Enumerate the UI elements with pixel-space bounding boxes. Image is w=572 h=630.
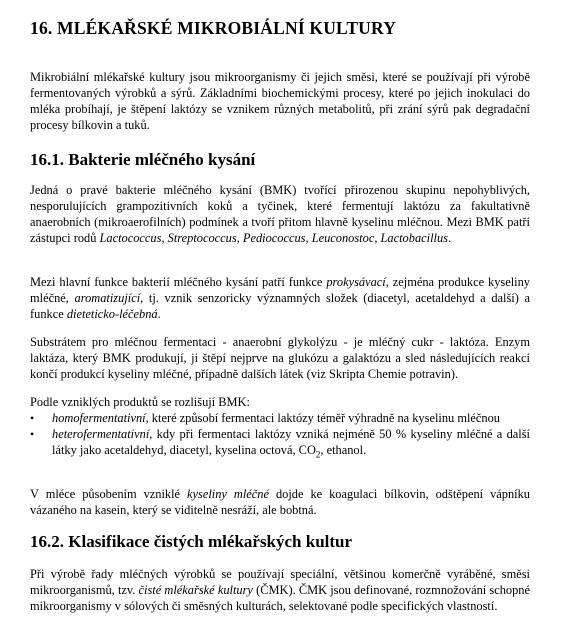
section-heading-16-1: 16.1. Bakterie mléčného kysání: [30, 150, 256, 169]
paragraph-bmk-classification-intro: Podle vzniklých produktů se rozlišují BMK:: [30, 395, 250, 409]
bullet-icon: •: [30, 427, 35, 441]
paragraph-bmk-functions: Mezi hlavní funkce bakterií mléčného kysání patří funkce prokysávací, zejména produkce kyseliny mléčné, aromatizující, tj. vznik senzoricky významných složek (diacetyl, acetaldehyd a další) a funkce dieteticko-léčebná.: [30, 275, 530, 321]
section-heading-16-2: 16.2. Klasifikace čistých mlékařských kultur: [30, 532, 353, 551]
paragraph-milk-coagulation: V mléce působením vzniklé kyseliny mléčné dojde ke koagulaci bílkovin, odštěpení vápníku vázaného na kasein, který se viditelně nesráží, ale bobtná.: [30, 487, 530, 517]
list-item: [30, 426, 530, 462]
intro-paragraph: Mikrobiální mlékařské kultury jsou mikroorganismy či jejich směsi, které se používají při výrobě fermentovaných výrobků a sýrů. Základními biochemickými procesy, které po jejich inokulaci do mléka probíhají, je štěpení laktózy se vznikem různých metabolitů, při zrání sýrů pak degradační procesy bílkovin a tuků.: [30, 70, 530, 132]
paragraph-pure-cultures: Při výrobě řady mléčných výrobků se používají speciální, většinou komerčně vyráběné, směsi mikroorganismů, tzv. čisté mlékařské kultury (ČMK). ČMK jsou definované, rozmnožování schopné mikroorganismy v sólových či směsných kulturách, selektované podle specifických vlastností.: [30, 567, 531, 613]
paragraph-fermentation-substrate: Substrátem pro mléčnou fermentaci - anaerobní glykolýzu - je mléčný cukr - laktóza. Enzym laktáza, který BMK produkují, ji štěpí nejprve na glukózu a galaktózu a sled následujících reakcí končí produkcí kyseliny mléčné, případně dalších látek (viz Skripta Chemie potravin).: [30, 335, 530, 381]
paragraph-bmk-definition: Jedná o pravé bakterie mléčného kysání (BMK) tvořící přirozenou skupinu nepohyblivých, nesporulujících grampozitivních koků a tyčinek, které fermentují laktózu za fakultativně anaerobních (mikroaerofilních) podmínek a tvoří přitom hlavně kyselinu mléčnou. Mezi BMK patří zástupci rodů Lactococcus, Streptococcus, Pediococcus, Leuconostoc, Lactobacillus.: [30, 183, 530, 245]
list-item-text: heterofermentativní, kdy při fermentaci laktózy vzniká nejméně 50 % kyseliny mléčné a další látky jako acetaldehyd, diacetyl, kyselina octová, $CO_2$, ethanol.: [52, 427, 530, 460]
bullet-icon: •: [30, 411, 35, 425]
chapter-title: 16. MLÉKAŘSKÉ MIKROBIÁLNÍ KULTURY: [30, 18, 397, 38]
list-item-text: homofermentativní, které způsobí fermentaci laktózy téměř výhradně na kyselinu mléčnou: [52, 411, 500, 425]
list-item: [30, 410, 530, 426]
bmk-type-list: [30, 410, 530, 462]
